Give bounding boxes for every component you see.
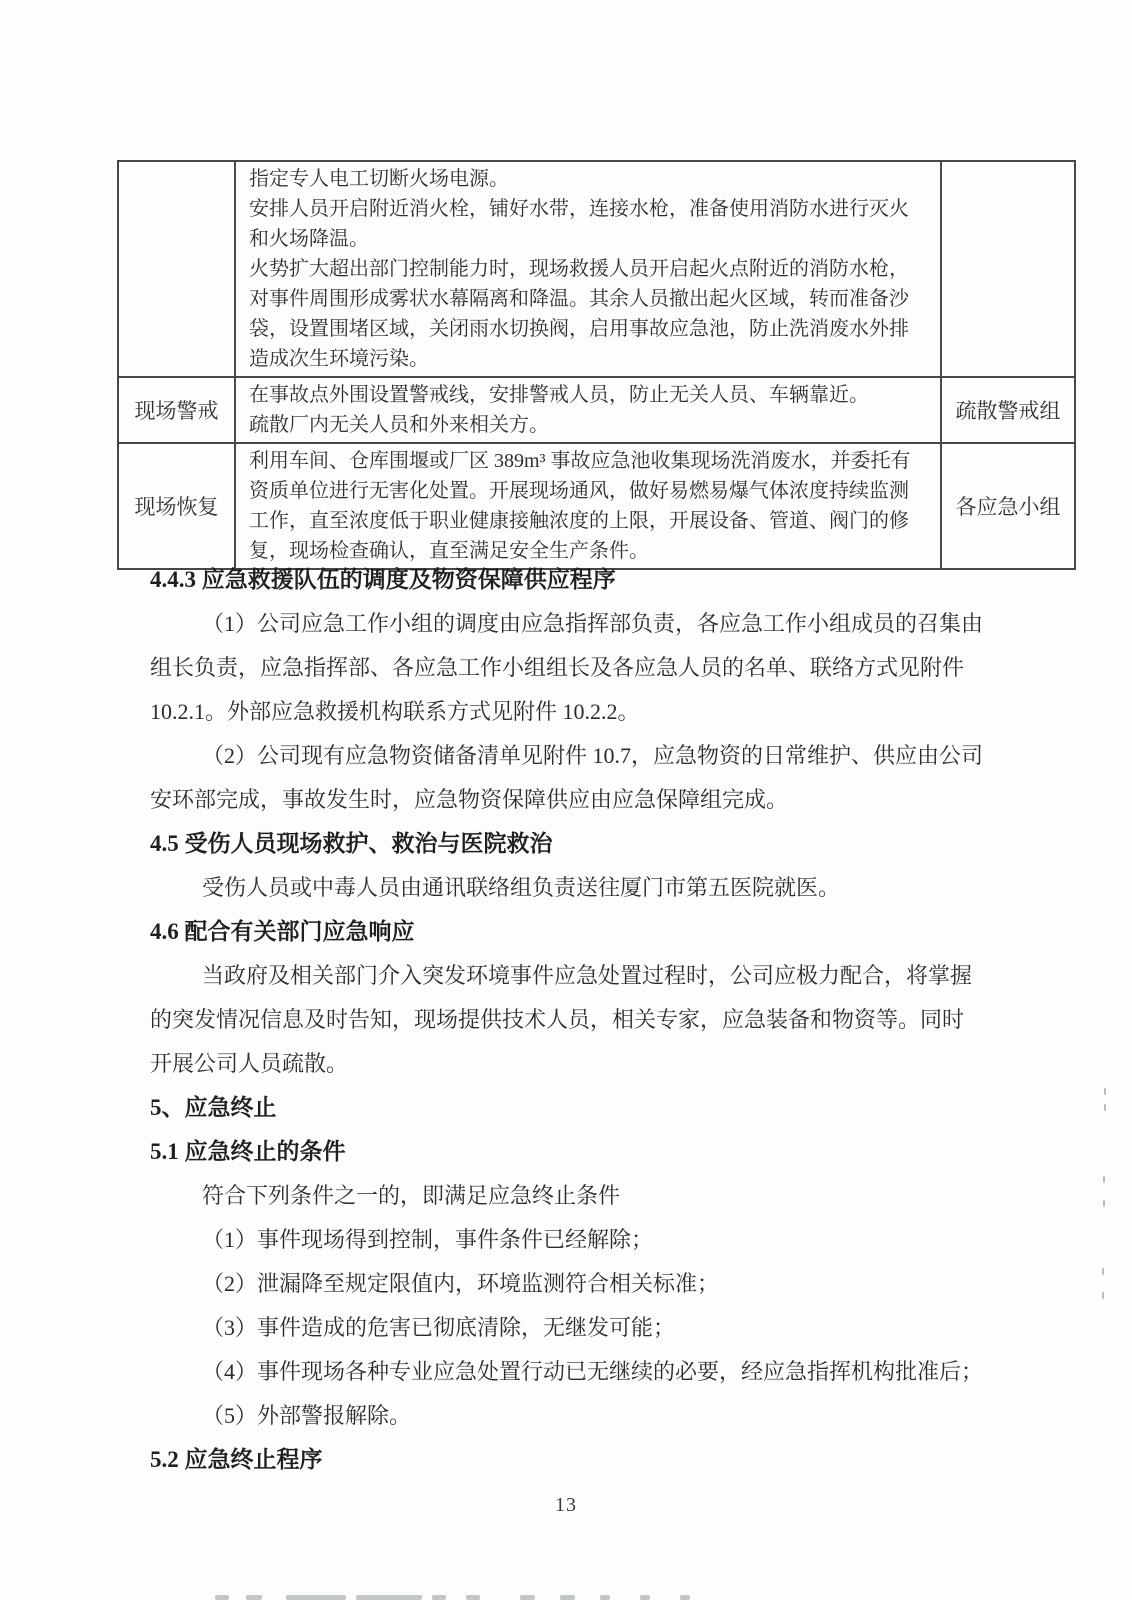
scan-artifact-smudge [466,1595,480,1600]
scan-artifact-tick [1104,1088,1106,1095]
row-label: 现场恢复 [134,495,219,519]
heading-4-6: 4.6 配合有关部门应急响应 [150,919,415,944]
document-body [150,558,1010,1482]
measure-line: 资质单位进行无害化处置。开展现场通风，做好易燃易爆气体浓度持续监测 [249,480,909,502]
heading-4-5: 4.5 受伤人员现场救护、救治与医院救治 [150,831,553,856]
heading-5-1: 5.1 应急终止的条件 [150,1139,346,1164]
measure-line: 安排人员开启附近消火栓，铺好水带，连接水枪，准备使用消防水进行灭火 [249,198,909,220]
group-label: 疏散警戒组 [955,399,1061,423]
paragraph-line: 的突发情况信息及时告知，现场提供技术人员，相关专家，应急装备和物资等。同时 [150,1007,965,1032]
scan-artifact-smudge [560,1595,575,1600]
scan-artifact-smudge [246,1595,262,1600]
row-label-cell [118,377,235,443]
paragraph-line: 组长负责，应急指挥部、各应急工作小组组长及各应急人员的名单、联络方式见附件 [150,655,965,680]
scan-artifact-smudge [520,1595,535,1600]
measure-line: 对事件周围形成雾状水幕隔离和降温。其余人员撤出起火区域，转而准备沙 [249,288,909,310]
paragraph-line: （2）公司现有应急物资储备清单见附件 10.7，应急物资的日常维护、供应由公司 [202,743,984,768]
list-item: （1）事件现场得到控制，事件条件已经解除； [202,1227,654,1252]
scan-artifact-tick [1103,1200,1105,1207]
table-row-site-recovery [118,443,1075,569]
measure-line: 疏散厂内无关人员和外来相关方。 [249,414,549,436]
row-group-cell [941,161,1075,377]
row-measures-cell [235,377,941,443]
heading-5-2: 5.2 应急终止程序 [150,1447,323,1472]
paragraph-line: 开展公司人员疏散。 [150,1051,349,1076]
scan-artifact-smudge [432,1595,446,1600]
measure-line: 工作，直至浓度低于职业健康接触浓度的上限，开展设备、管道、阀门的修 [249,510,909,532]
list-item: （3）事件造成的危害已彻底清除，无继发可能； [202,1315,676,1340]
row-label: 现场警戒 [134,399,219,423]
scan-artifact-smudge [600,1595,610,1600]
row-measures-cell [235,443,941,569]
measure-line: 造成次生环境污染。 [249,348,429,370]
list-item: （2）泄漏降至规定限值内，环境监测符合相关标准； [202,1271,720,1296]
row-label-cell [118,443,235,569]
emergency-response-table [117,160,1076,570]
scan-artifact-smudge [640,1595,650,1600]
scan-artifact-tick [1102,1268,1104,1275]
scan-artifact-tick [1104,1104,1106,1111]
paragraph-line: 符合下列条件之一的，即满足应急终止条件 [202,1183,621,1208]
measure-line: 在事故点外围设置警戒线，安排警戒人员，防止无关人员、车辆靠近。 [249,384,869,406]
paragraph-line: 安环部完成，事故发生时，应急物资保障供应由应急保障组完成。 [150,787,789,812]
heading-5: 5、应急终止 [150,1095,277,1120]
scan-artifact-tick [1103,1176,1105,1183]
measure-line: 复，现场检查确认，直至满足安全生产条件。 [249,540,649,562]
row-group-cell [941,377,1075,443]
list-item: （5）外部警报解除。 [202,1403,412,1428]
heading-4-4-3: 4.4.3 应急救援队伍的调度及物资保障供应程序 [150,567,616,592]
group-label: 各应急小组 [955,495,1061,519]
scan-artifact-smudge [680,1595,690,1600]
measure-line: 指定专人电工切断火场电源。 [249,168,509,190]
table-row-site-warning [118,377,1075,443]
paragraph-line: 10.2.1。外部应急救援机构联系方式见附件 10.2.2。 [150,699,640,724]
measure-line: 袋，设置围堵区域，关闭雨水切换阀，启用事故应急池，防止洗消废水外排 [249,318,909,340]
scan-artifact-tick [1102,1292,1104,1299]
measure-line: 利用车间、仓库围堰或厂区 389m³ 事故应急池收集现场洗消废水，并委托有 [249,450,911,472]
table-row-firefighting [118,161,1075,377]
row-group-cell [941,443,1075,569]
measure-line: 火势扩大超出部门控制能力时，现场救援人员开启起火点附近的消防水枪， [249,258,909,280]
scan-artifact-smudge [215,1595,229,1600]
row-label-cell [118,161,235,377]
paragraph-line: 当政府及相关部门介入突发环境事件应急处置过程时，公司应极力配合，将掌握 [202,963,973,988]
row-measures-cell [235,161,941,377]
list-item: （4）事件现场各种专业应急处置行动已无继续的必要，经应急指挥机构批准后； [202,1359,984,1384]
page-number: 13 [555,1494,577,1516]
measure-line: 和火场降温。 [249,228,369,250]
paragraph-line: （1）公司应急工作小组的调度由应急指挥部负责，各应急工作小组成员的召集由 [202,611,984,636]
scan-artifact-smudge [286,1595,346,1600]
paragraph-line: 受伤人员或中毒人员由通讯联络组负责送往厦门市第五医院就医。 [202,875,841,900]
scan-artifact-smudge [356,1595,422,1600]
